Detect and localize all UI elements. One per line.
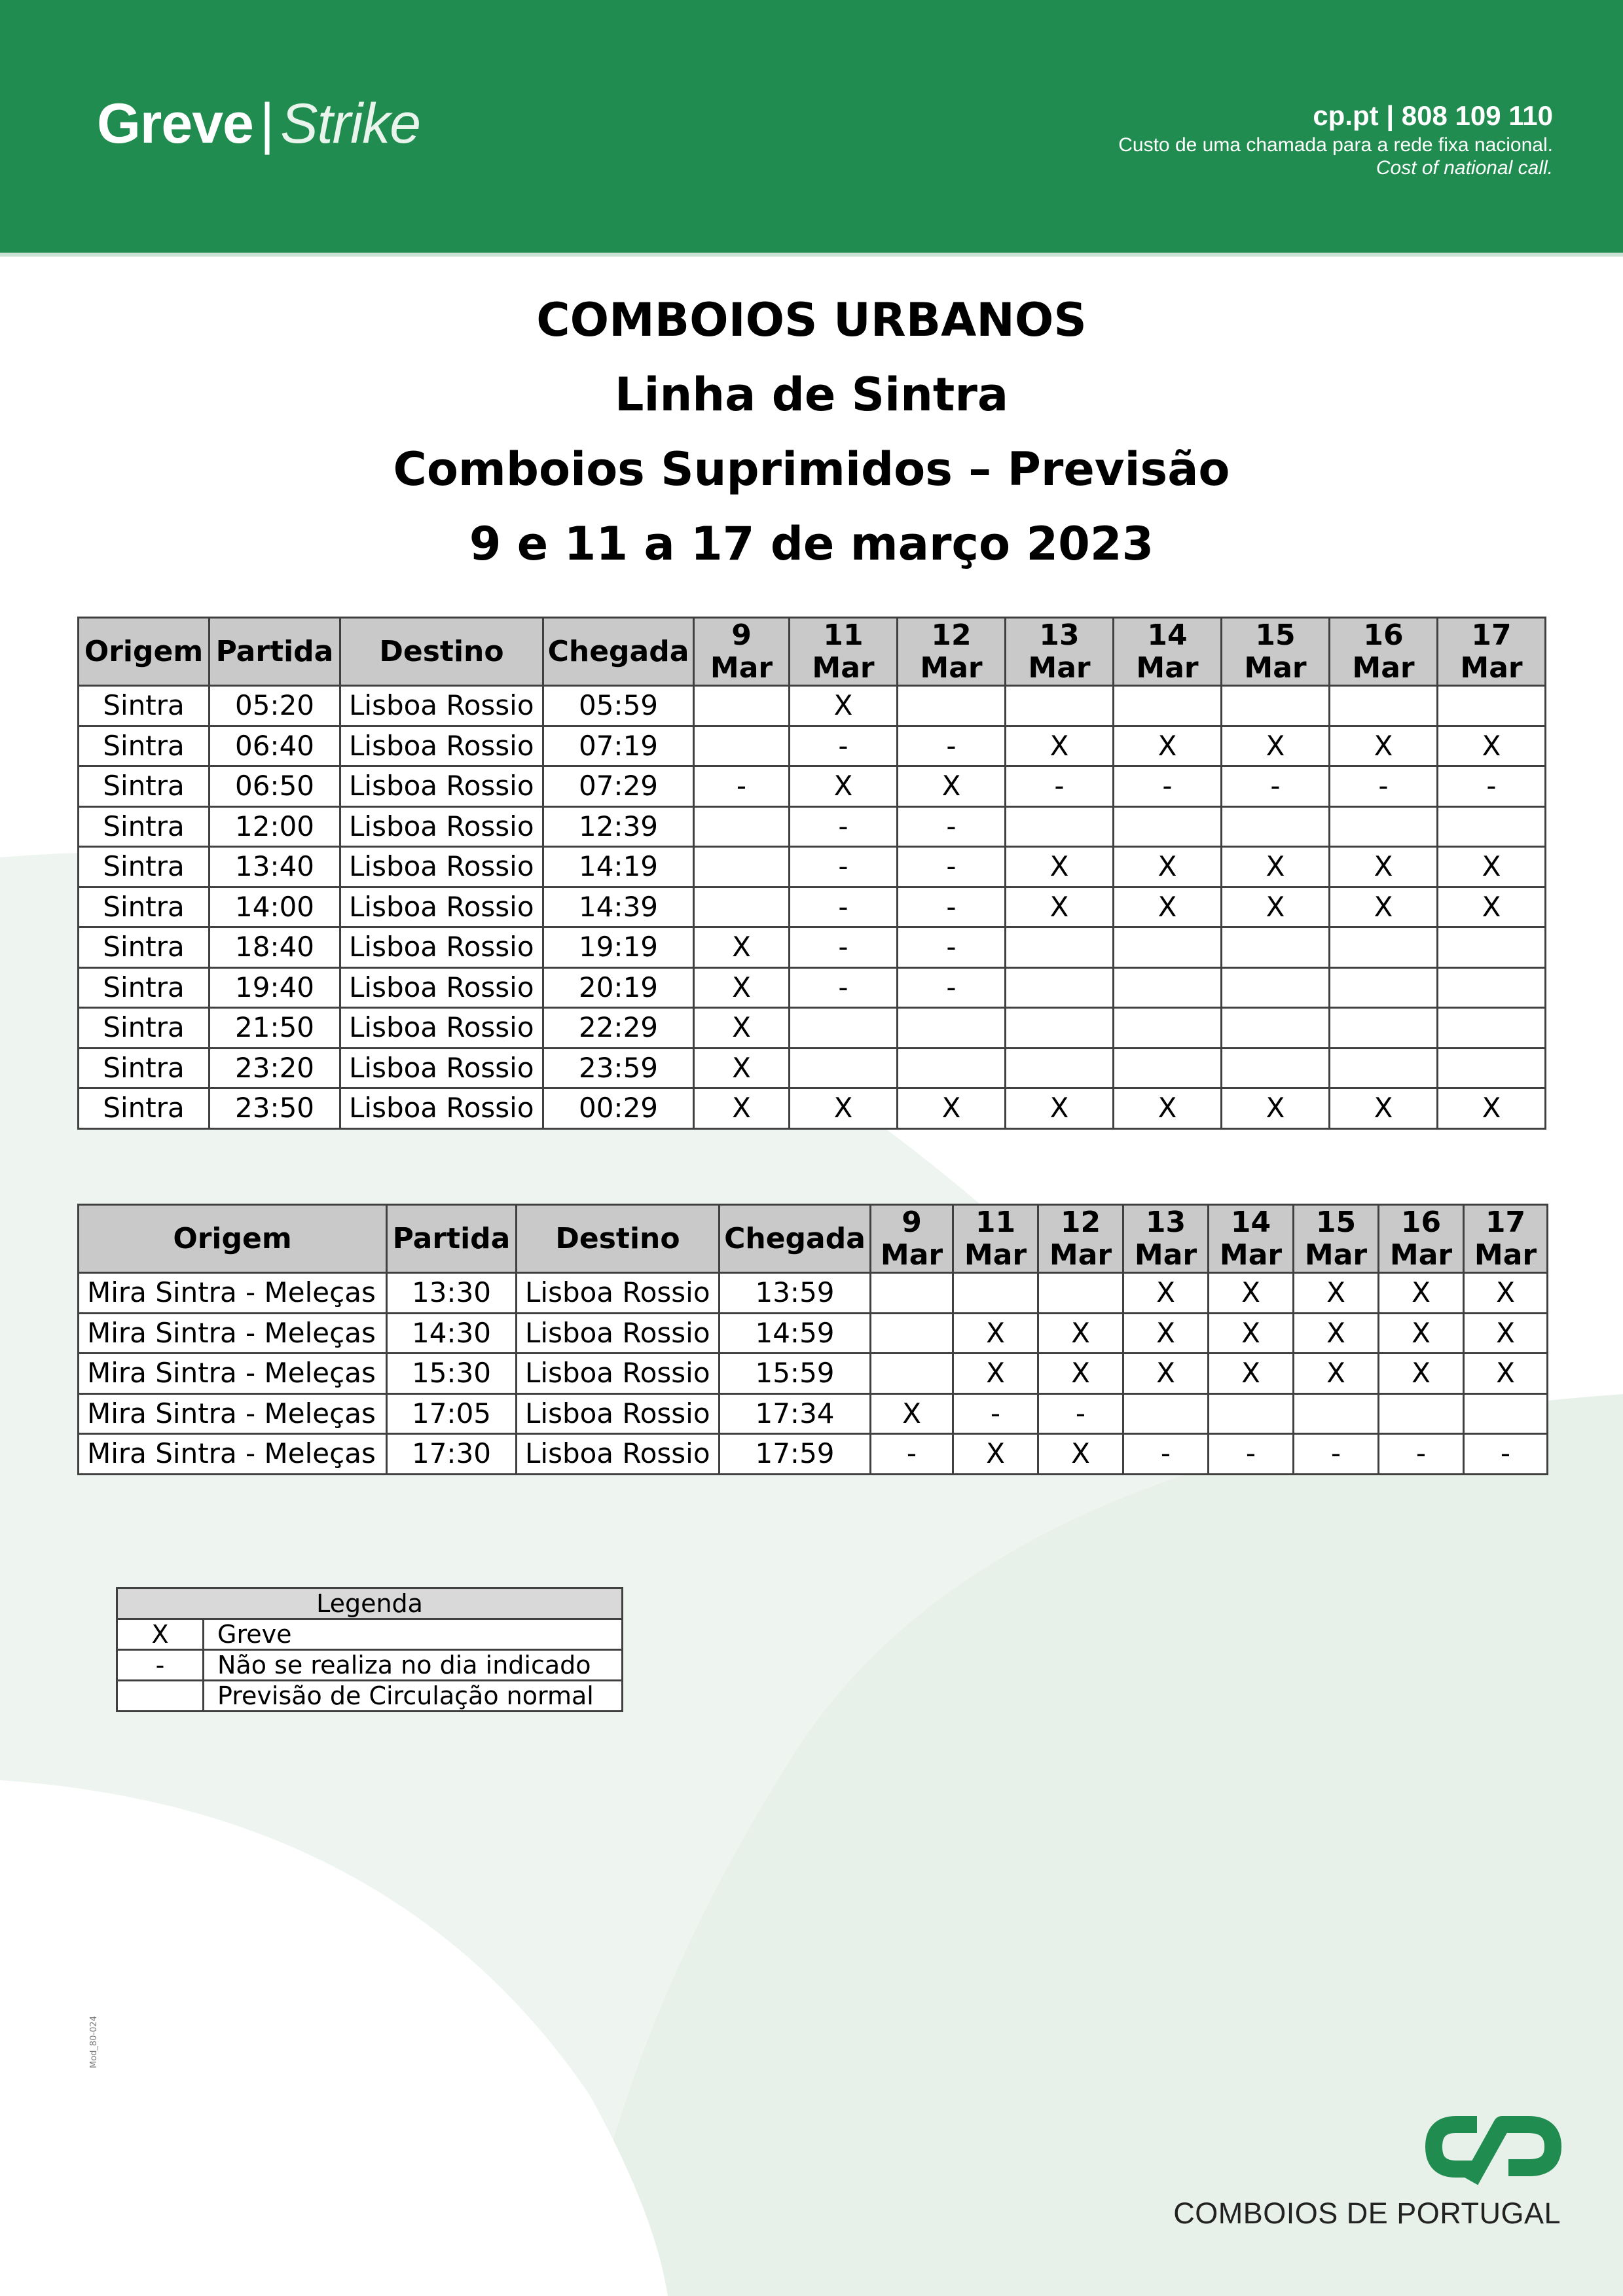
day-number: 16 [1400, 1205, 1442, 1239]
model-code: Mod_80-024 [89, 2016, 99, 2068]
cell-chegada: 23:59 [543, 1048, 694, 1088]
cell-day-status [1006, 806, 1114, 847]
cell-chegada: 19:19 [543, 927, 694, 968]
cell-day-status: X [1123, 1354, 1209, 1394]
cell-origem: Sintra [79, 766, 210, 807]
column-header-day [953, 1205, 1038, 1273]
cell-partida: 23:50 [210, 1088, 340, 1129]
cell-chegada: 07:29 [543, 766, 694, 807]
cell-day-status: X [1294, 1354, 1379, 1394]
cell-day-status: - [898, 887, 1006, 927]
day-number: 9 [902, 1205, 922, 1239]
cell-partida: 14:00 [210, 887, 340, 927]
cell-day-status [1330, 967, 1438, 1008]
schedule-table-mira-sintra [77, 1204, 1548, 1475]
table-row [79, 1393, 1548, 1434]
cell-day-status: - [790, 847, 898, 888]
cell-day-status [1222, 1008, 1330, 1049]
cell-day-status: X [1006, 726, 1114, 766]
cell-chegada: 00:29 [543, 1088, 694, 1129]
cell-day-status [694, 887, 790, 927]
table-row [79, 686, 1546, 726]
cell-day-status [694, 847, 790, 888]
cell-day-status [694, 726, 790, 766]
day-month: Mar [1304, 1238, 1368, 1272]
cell-day-status [1114, 927, 1222, 968]
cell-destino: Lisboa Rossio [517, 1434, 720, 1475]
cell-partida: 14:30 [387, 1313, 517, 1354]
legend-text: Previsão de Circulação normal [204, 1681, 623, 1712]
column-header-destino: Destino [517, 1205, 720, 1273]
cell-destino: Lisboa Rossio [340, 766, 543, 807]
day-number: 12 [931, 618, 972, 652]
cell-day-status: - [1123, 1434, 1209, 1475]
cell-day-status: X [1294, 1273, 1379, 1314]
day-month: Mar [964, 1238, 1027, 1272]
contact-line: cp.pt | 808 109 110 [1313, 100, 1553, 131]
day-number: 12 [1060, 1205, 1101, 1239]
column-header-day [898, 618, 1006, 686]
legend-symbol: - [117, 1650, 204, 1681]
cell-partida: 12:00 [210, 806, 340, 847]
header-divider [0, 253, 1623, 257]
cell-day-status [1379, 1393, 1464, 1434]
cell-day-status [1038, 1273, 1123, 1314]
cell-day-status [1114, 1008, 1222, 1049]
legend-table [116, 1587, 623, 1712]
cell-day-status [1438, 806, 1546, 847]
cell-day-status: X [1123, 1313, 1209, 1354]
table-row [79, 1048, 1546, 1088]
cell-day-status: X [1330, 1088, 1438, 1129]
day-month: Mar [1244, 651, 1307, 685]
day-month: Mar [1219, 1238, 1283, 1272]
table-row [79, 1434, 1548, 1475]
column-header-origem: Origem [79, 1205, 387, 1273]
cell-origem: Sintra [79, 686, 210, 726]
brand-separator: | [259, 92, 274, 155]
cell-origem: Sintra [79, 967, 210, 1008]
cell-day-status [1006, 686, 1114, 726]
page-title: COMBOIOS URBANOS [536, 293, 1087, 347]
cell-partida: 23:20 [210, 1048, 340, 1088]
cell-day-status [1294, 1393, 1379, 1434]
cell-day-status: - [1438, 766, 1546, 807]
cell-destino: Lisboa Rossio [517, 1313, 720, 1354]
column-header-destino: Destino [340, 618, 543, 686]
cell-chegada: 05:59 [543, 686, 694, 726]
column-header-day [790, 618, 898, 686]
cell-day-status [1438, 967, 1546, 1008]
cell-day-status [1330, 1008, 1438, 1049]
day-number: 15 [1255, 618, 1296, 652]
column-header-day [1114, 618, 1222, 686]
day-month: Mar [1389, 1238, 1453, 1272]
cell-partida: 21:50 [210, 1008, 340, 1049]
cell-day-status: X [694, 1008, 790, 1049]
cell-day-status: X [1114, 847, 1222, 888]
cell-day-status: X [694, 927, 790, 968]
cell-origem: Sintra [79, 927, 210, 968]
cell-day-status: X [1438, 887, 1546, 927]
cell-destino: Lisboa Rossio [340, 967, 543, 1008]
legend-row [117, 1619, 623, 1650]
cell-day-status [871, 1313, 953, 1354]
cell-day-status: X [694, 967, 790, 1008]
cell-day-status: X [1114, 1088, 1222, 1129]
cell-day-status: X [953, 1434, 1038, 1475]
cell-day-status: X [1379, 1313, 1464, 1354]
cell-day-status [1006, 1048, 1114, 1088]
cell-origem: Sintra [79, 1088, 210, 1129]
column-header-day [1038, 1205, 1123, 1273]
cell-day-status: - [694, 766, 790, 807]
cell-day-status [871, 1273, 953, 1314]
cell-day-status [1222, 806, 1330, 847]
cell-partida: 13:40 [210, 847, 340, 888]
cell-destino: Lisboa Rossio [340, 806, 543, 847]
cell-day-status [1464, 1393, 1548, 1434]
day-month: Mar [1028, 651, 1091, 685]
column-header-day [1222, 618, 1330, 686]
cell-day-status [1222, 1048, 1330, 1088]
cell-day-status: - [790, 887, 898, 927]
cell-destino: Lisboa Rossio [340, 1088, 543, 1129]
cell-chegada: 14:59 [720, 1313, 871, 1354]
cell-chegada: 22:29 [543, 1008, 694, 1049]
cell-origem: Mira Sintra - Meleças [79, 1313, 387, 1354]
brand-secondary: Strike [280, 92, 421, 155]
cell-day-status: X [1006, 847, 1114, 888]
cell-day-status: X [790, 766, 898, 807]
legend-row [117, 1650, 623, 1681]
table-row [79, 927, 1546, 968]
column-header-day [1123, 1205, 1209, 1273]
cell-partida: 15:30 [387, 1354, 517, 1394]
cell-day-status: - [1330, 766, 1438, 807]
cell-day-status: - [1006, 766, 1114, 807]
table-row [79, 967, 1546, 1008]
page-title-block [0, 283, 1623, 581]
cell-day-status: - [871, 1434, 953, 1475]
column-header-chegada: Chegada [720, 1205, 871, 1273]
cell-day-status [898, 1048, 1006, 1088]
cell-day-status: X [1464, 1313, 1548, 1354]
column-header-day [1438, 618, 1546, 686]
cell-day-status: X [1330, 726, 1438, 766]
cell-day-status [1438, 1008, 1546, 1049]
cell-destino: Lisboa Rossio [517, 1273, 720, 1314]
cell-day-status: X [898, 1088, 1006, 1129]
subtitle: Comboios Suprimidos – Previsão [393, 442, 1230, 496]
cell-day-status: X [1379, 1273, 1464, 1314]
cell-day-status: X [694, 1048, 790, 1088]
cell-partida: 06:50 [210, 766, 340, 807]
cell-day-status: - [1379, 1434, 1464, 1475]
column-header-day [871, 1205, 953, 1273]
cell-chegada: 14:19 [543, 847, 694, 888]
table-row [79, 726, 1546, 766]
cell-partida: 17:05 [387, 1393, 517, 1434]
cell-day-status: X [1114, 887, 1222, 927]
cell-destino: Lisboa Rossio [340, 1048, 543, 1088]
cell-day-status [694, 686, 790, 726]
day-number: 14 [1230, 1205, 1271, 1239]
cell-day-status [1006, 1008, 1114, 1049]
cell-day-status [1006, 927, 1114, 968]
day-month: Mar [1352, 651, 1415, 685]
schedule-table-sintra [77, 617, 1546, 1130]
table-row [79, 806, 1546, 847]
legend-text: Greve [204, 1619, 623, 1650]
cell-day-status [1006, 967, 1114, 1008]
cost-note-en: Cost of national call. [1376, 157, 1553, 179]
legend-symbol [117, 1681, 204, 1712]
cell-origem: Sintra [79, 1008, 210, 1049]
cell-partida: 05:20 [210, 686, 340, 726]
company-name: COMBOIOS DE PORTUGAL [1173, 2197, 1561, 2230]
cell-day-status: X [1438, 726, 1546, 766]
day-number: 17 [1471, 618, 1512, 652]
table-row [79, 1088, 1546, 1129]
cell-day-status: X [1438, 847, 1546, 888]
cell-day-status: X [1209, 1313, 1294, 1354]
column-header-day [1294, 1205, 1379, 1273]
day-number: 17 [1485, 1205, 1526, 1239]
day-month: Mar [1460, 651, 1523, 685]
column-header-origem: Origem [79, 618, 210, 686]
cell-day-status: - [1038, 1393, 1123, 1434]
cell-day-status [1114, 967, 1222, 1008]
cell-origem: Sintra [79, 887, 210, 927]
cell-chegada: 15:59 [720, 1354, 871, 1394]
cell-day-status [1330, 1048, 1438, 1088]
cell-destino: Lisboa Rossio [340, 686, 543, 726]
cell-day-status: - [1294, 1434, 1379, 1475]
cell-day-status: X [1464, 1354, 1548, 1394]
table-header-row [79, 1205, 1548, 1273]
cell-origem: Mira Sintra - Meleças [79, 1434, 387, 1475]
legend-text: Não se realiza no dia indicado [204, 1650, 623, 1681]
cell-destino: Lisboa Rossio [340, 847, 543, 888]
cell-destino: Lisboa Rossio [340, 927, 543, 968]
cell-destino: Lisboa Rossio [517, 1354, 720, 1394]
day-month: Mar [880, 1238, 943, 1272]
header-banner [0, 0, 1623, 253]
cell-day-status [1222, 686, 1330, 726]
day-month: Mar [1474, 1238, 1537, 1272]
cell-day-status [1330, 806, 1438, 847]
cell-chegada: 20:19 [543, 967, 694, 1008]
cell-partida: 18:40 [210, 927, 340, 968]
column-header-day [1379, 1205, 1464, 1273]
cell-day-status [1330, 927, 1438, 968]
cell-destino: Lisboa Rossio [340, 726, 543, 766]
cell-day-status: X [694, 1088, 790, 1129]
line-name: Linha de Sintra [614, 368, 1009, 422]
cell-day-status: X [1438, 1088, 1546, 1129]
cell-destino: Lisboa Rossio [340, 887, 543, 927]
cell-day-status: X [1222, 887, 1330, 927]
date-range: 9 e 11 a 17 de março 2023 [469, 517, 1154, 571]
cell-origem: Mira Sintra - Meleças [79, 1393, 387, 1434]
cell-day-status [898, 686, 1006, 726]
day-month: Mar [1136, 651, 1199, 685]
day-month: Mar [812, 651, 875, 685]
column-header-day [1209, 1205, 1294, 1273]
table-row [79, 1354, 1548, 1394]
table-row [79, 1008, 1546, 1049]
cell-day-status: X [1222, 726, 1330, 766]
cell-day-status: X [1222, 847, 1330, 888]
cell-chegada: 07:19 [543, 726, 694, 766]
day-number: 9 [731, 618, 752, 652]
column-header-day [1006, 618, 1114, 686]
cell-day-status [898, 1008, 1006, 1049]
cell-day-status: X [1294, 1313, 1379, 1354]
cell-origem: Mira Sintra - Meleças [79, 1273, 387, 1314]
cell-day-status [1114, 1048, 1222, 1088]
cell-day-status: X [1330, 847, 1438, 888]
cell-day-status: - [898, 967, 1006, 1008]
cell-day-status: X [790, 686, 898, 726]
cell-day-status: X [1464, 1273, 1548, 1314]
cell-day-status: X [1038, 1434, 1123, 1475]
cell-origem: Sintra [79, 1048, 210, 1088]
cp-logo-icon [1425, 2115, 1562, 2187]
day-month: Mar [710, 651, 773, 685]
cell-day-status [1222, 967, 1330, 1008]
column-header-day [694, 618, 790, 686]
cell-day-status [1438, 927, 1546, 968]
table-row [79, 1273, 1548, 1314]
cell-day-status: X [1123, 1273, 1209, 1314]
brand-logo [97, 92, 420, 156]
cost-note-pt: Custo de uma chamada para a rede fixa nacional. [1118, 134, 1553, 156]
table-row [79, 887, 1546, 927]
cell-day-status [790, 1048, 898, 1088]
cell-partida: 06:40 [210, 726, 340, 766]
cell-chegada: 12:39 [543, 806, 694, 847]
cell-origem: Mira Sintra - Meleças [79, 1354, 387, 1394]
cell-day-status: - [898, 806, 1006, 847]
cell-destino: Lisboa Rossio [340, 1008, 543, 1049]
day-number: 13 [1039, 618, 1080, 652]
cell-partida: 19:40 [210, 967, 340, 1008]
table-row [79, 766, 1546, 807]
cell-day-status: - [790, 806, 898, 847]
cell-day-status: - [898, 847, 1006, 888]
cell-day-status: - [898, 927, 1006, 968]
cell-day-status: X [1222, 1088, 1330, 1129]
cell-day-status: X [1330, 887, 1438, 927]
day-number: 13 [1145, 1205, 1186, 1239]
cell-day-status: - [790, 967, 898, 1008]
cell-chegada: 14:39 [543, 887, 694, 927]
cell-day-status: X [1114, 726, 1222, 766]
cell-day-status: X [1379, 1354, 1464, 1394]
cell-day-status: X [871, 1393, 953, 1434]
day-month: Mar [920, 651, 983, 685]
cell-day-status [1222, 927, 1330, 968]
column-header-chegada: Chegada [543, 618, 694, 686]
cell-day-status: X [1209, 1273, 1294, 1314]
cell-day-status [871, 1354, 953, 1394]
table-header-row [79, 618, 1546, 686]
cell-day-status: X [953, 1354, 1038, 1394]
table-row [79, 1313, 1548, 1354]
cell-day-status [953, 1273, 1038, 1314]
cell-day-status: X [1006, 1088, 1114, 1129]
cell-day-status [1438, 686, 1546, 726]
cell-chegada: 17:59 [720, 1434, 871, 1475]
cell-day-status [1330, 686, 1438, 726]
column-header-partida: Partida [387, 1205, 517, 1273]
day-number: 14 [1147, 618, 1188, 652]
legend-row [117, 1681, 623, 1712]
cell-day-status: - [790, 726, 898, 766]
cell-day-status: - [1114, 766, 1222, 807]
cell-destino: Lisboa Rossio [517, 1393, 720, 1434]
cell-day-status [1438, 1048, 1546, 1088]
day-number: 16 [1363, 618, 1404, 652]
contact-info [1118, 98, 1553, 179]
cell-origem: Sintra [79, 806, 210, 847]
column-header-partida: Partida [210, 618, 340, 686]
cell-day-status: - [1222, 766, 1330, 807]
day-number: 11 [823, 618, 864, 652]
cell-day-status: X [1038, 1313, 1123, 1354]
table-row [79, 847, 1546, 888]
cell-partida: 13:30 [387, 1273, 517, 1314]
legend-symbol: X [117, 1619, 204, 1650]
cell-chegada: 17:34 [720, 1393, 871, 1434]
cell-day-status [790, 1008, 898, 1049]
cell-day-status: X [790, 1088, 898, 1129]
brand-primary: Greve [97, 92, 253, 155]
cell-day-status: - [1464, 1434, 1548, 1475]
cell-chegada: 13:59 [720, 1273, 871, 1314]
day-number: 15 [1315, 1205, 1357, 1239]
cell-day-status: - [790, 927, 898, 968]
day-number: 11 [975, 1205, 1016, 1239]
day-month: Mar [1049, 1238, 1112, 1272]
cell-day-status: - [898, 726, 1006, 766]
cell-day-status: - [953, 1393, 1038, 1434]
cell-day-status [1114, 686, 1222, 726]
cell-partida: 17:30 [387, 1434, 517, 1475]
cell-day-status: X [1006, 887, 1114, 927]
day-month: Mar [1134, 1238, 1197, 1272]
cell-day-status [1123, 1393, 1209, 1434]
cell-day-status: X [953, 1313, 1038, 1354]
cell-origem: Sintra [79, 847, 210, 888]
cell-day-status: X [898, 766, 1006, 807]
legend-title: Legenda [117, 1588, 623, 1619]
column-header-day [1330, 618, 1438, 686]
cell-origem: Sintra [79, 726, 210, 766]
cell-day-status [694, 806, 790, 847]
cell-day-status [1209, 1393, 1294, 1434]
cell-day-status: - [1209, 1434, 1294, 1475]
cell-day-status: X [1038, 1354, 1123, 1394]
cell-day-status [1114, 806, 1222, 847]
cell-day-status: X [1209, 1354, 1294, 1394]
column-header-day [1464, 1205, 1548, 1273]
